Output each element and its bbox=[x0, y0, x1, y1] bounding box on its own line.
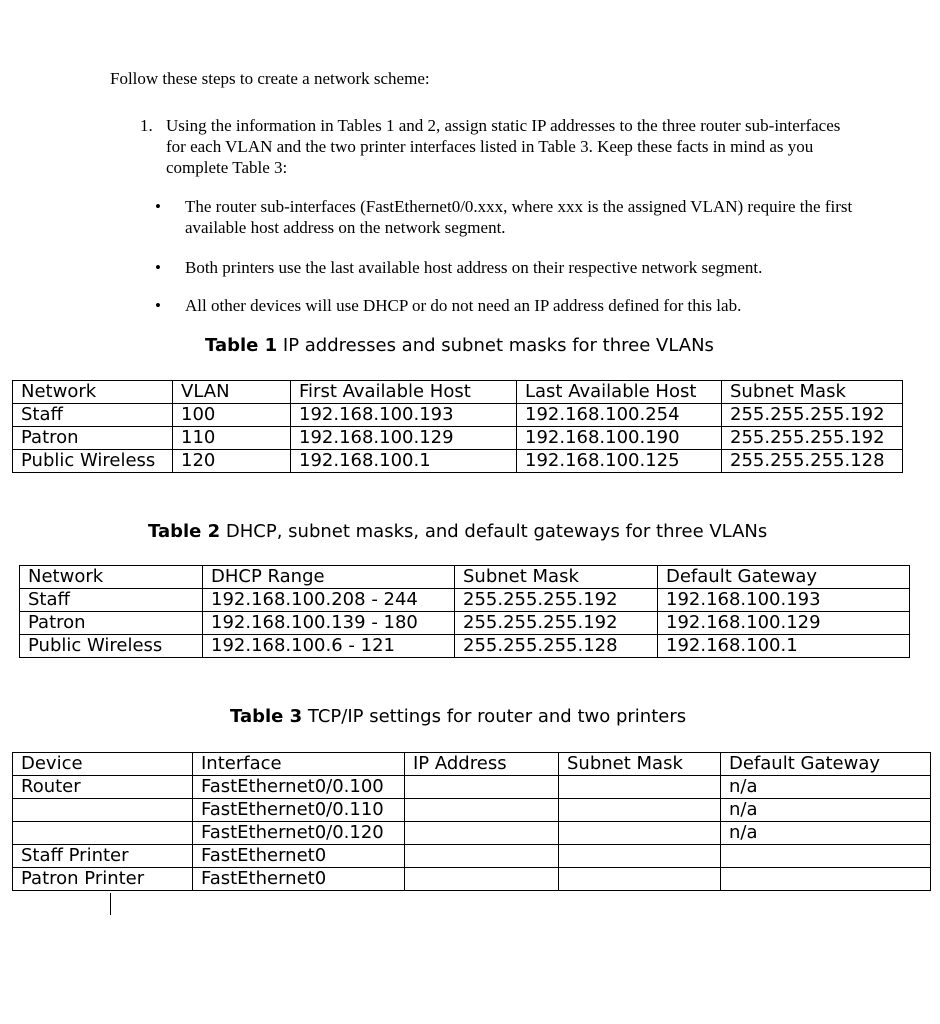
caption-label: Table 2 bbox=[148, 521, 221, 542]
intro-text: Follow these steps to create a network scheme: bbox=[110, 69, 430, 88]
header-cell: Last Available Host bbox=[517, 381, 722, 404]
table-cell[interactable] bbox=[405, 868, 559, 891]
table-cell: Staff bbox=[20, 589, 203, 612]
table-cell: Public Wireless bbox=[20, 635, 203, 658]
table-cell[interactable] bbox=[405, 845, 559, 868]
table-row bbox=[13, 799, 931, 822]
table-cell: 192.168.100.208 - 244 bbox=[203, 589, 455, 612]
table-row bbox=[13, 822, 931, 845]
table-cell[interactable] bbox=[721, 845, 931, 868]
bullet-icon: • bbox=[155, 296, 161, 315]
table-cell[interactable] bbox=[721, 868, 931, 891]
table-cell: 192.168.100.139 - 180 bbox=[203, 612, 455, 635]
caption-text: TCP/IP settings for router and two printers bbox=[302, 706, 687, 727]
table-cell: n/a bbox=[721, 799, 931, 822]
table-cell: 120 bbox=[173, 450, 291, 473]
table-row bbox=[13, 404, 903, 427]
header-cell: Network bbox=[13, 381, 173, 404]
table-cell[interactable] bbox=[559, 776, 721, 799]
table-cell: 100 bbox=[173, 404, 291, 427]
table-2-caption bbox=[148, 521, 767, 542]
bullet-text: The router sub-interfaces (FastEthernet0/0.xxx, where xxx is the assigned VLAN) require the first available host address on the network segment. bbox=[185, 197, 853, 237]
table-cell: FastEthernet0 bbox=[193, 868, 405, 891]
table-cell: Router bbox=[13, 776, 193, 799]
table-cell: 255.255.255.128 bbox=[455, 635, 658, 658]
table-cell[interactable] bbox=[559, 868, 721, 891]
header-cell: Subnet Mask bbox=[455, 566, 658, 589]
header-cell: Device bbox=[13, 753, 193, 776]
table-header-row bbox=[20, 566, 910, 589]
table-cell[interactable] bbox=[405, 799, 559, 822]
table-row bbox=[20, 612, 910, 635]
bullet-item bbox=[155, 257, 855, 278]
header-cell: IP Address bbox=[405, 753, 559, 776]
table-cell: FastEthernet0/0.120 bbox=[193, 822, 405, 845]
table-cell: 192.168.100.1 bbox=[658, 635, 910, 658]
header-cell: VLAN bbox=[173, 381, 291, 404]
header-cell: Default Gateway bbox=[721, 753, 931, 776]
table-cell bbox=[13, 799, 193, 822]
table-cell: Staff Printer bbox=[13, 845, 193, 868]
bullet-icon: • bbox=[155, 258, 161, 277]
caption-text: IP addresses and subnet masks for three VLANs bbox=[277, 335, 714, 356]
bullet-item bbox=[155, 196, 855, 238]
table-cell: FastEthernet0/0.100 bbox=[193, 776, 405, 799]
step-number: 1. bbox=[140, 116, 153, 135]
table-cell[interactable] bbox=[559, 822, 721, 845]
table-row bbox=[13, 450, 903, 473]
table-cell: 255.255.255.128 bbox=[722, 450, 903, 473]
caption-label: Table 1 bbox=[205, 335, 278, 356]
table-cell: 192.168.100.6 - 121 bbox=[203, 635, 455, 658]
table-row bbox=[13, 868, 931, 891]
table-cell: 192.168.100.254 bbox=[517, 404, 722, 427]
table-cell: 192.168.100.193 bbox=[658, 589, 910, 612]
step-text: Using the information in Tables 1 and 2, assign static IP addresses to the three router sub-interfaces for each VLAN and the two printer interfaces listed in Table 3. Keep these facts in mind as you complete Table 3: bbox=[166, 116, 841, 177]
caption-text: DHCP, subnet masks, and default gateways for three VLANs bbox=[220, 521, 768, 542]
caption-label: Table 3 bbox=[230, 706, 303, 727]
table-2 bbox=[19, 565, 910, 658]
table-cell: FastEthernet0/0.110 bbox=[193, 799, 405, 822]
table-cell: 192.168.100.129 bbox=[658, 612, 910, 635]
bullet-text: Both printers use the last available host address on their respective network segment. bbox=[185, 258, 763, 277]
table-row bbox=[20, 635, 910, 658]
header-cell: Interface bbox=[193, 753, 405, 776]
table-cell bbox=[13, 822, 193, 845]
table-3 bbox=[12, 752, 931, 891]
bullet-icon: • bbox=[155, 197, 161, 216]
table-header-row bbox=[13, 753, 931, 776]
table-cell[interactable] bbox=[559, 799, 721, 822]
table-cell: 192.168.100.125 bbox=[517, 450, 722, 473]
header-cell: Subnet Mask bbox=[722, 381, 903, 404]
table-cell: 255.255.255.192 bbox=[455, 612, 658, 635]
header-cell: First Available Host bbox=[291, 381, 517, 404]
table-cell: 255.255.255.192 bbox=[722, 427, 903, 450]
table-1 bbox=[12, 380, 903, 473]
table-cell: Patron bbox=[20, 612, 203, 635]
table-cell: Staff bbox=[13, 404, 173, 427]
table-cell: Patron Printer bbox=[13, 868, 193, 891]
header-cell: Subnet Mask bbox=[559, 753, 721, 776]
table-cell: n/a bbox=[721, 822, 931, 845]
bullet-item bbox=[155, 295, 855, 316]
table-cell: 192.168.100.190 bbox=[517, 427, 722, 450]
table-row bbox=[13, 427, 903, 450]
header-cell: DHCP Range bbox=[203, 566, 455, 589]
table-cell: 255.255.255.192 bbox=[455, 589, 658, 612]
table-header-row bbox=[13, 381, 903, 404]
table-cell: 255.255.255.192 bbox=[722, 404, 903, 427]
step-1 bbox=[140, 115, 860, 178]
table-row bbox=[13, 776, 931, 799]
table-cell[interactable] bbox=[559, 845, 721, 868]
header-cell: Default Gateway bbox=[658, 566, 910, 589]
table-cell: 192.168.100.129 bbox=[291, 427, 517, 450]
bullet-text: All other devices will use DHCP or do not need an IP address defined for this lab. bbox=[185, 296, 742, 315]
table-cell: 192.168.100.193 bbox=[291, 404, 517, 427]
table-3-caption bbox=[230, 706, 686, 727]
table-cell: Patron bbox=[13, 427, 173, 450]
table-cell[interactable] bbox=[405, 822, 559, 845]
table-row bbox=[13, 845, 931, 868]
table-cell: FastEthernet0 bbox=[193, 845, 405, 868]
table-cell: 192.168.100.1 bbox=[291, 450, 517, 473]
table-cell: Public Wireless bbox=[13, 450, 173, 473]
table-cell: 110 bbox=[173, 427, 291, 450]
table-row bbox=[20, 589, 910, 612]
text-cursor bbox=[110, 893, 111, 915]
table-cell[interactable] bbox=[405, 776, 559, 799]
table-cell: n/a bbox=[721, 776, 931, 799]
header-cell: Network bbox=[20, 566, 203, 589]
table-1-caption bbox=[205, 335, 714, 356]
